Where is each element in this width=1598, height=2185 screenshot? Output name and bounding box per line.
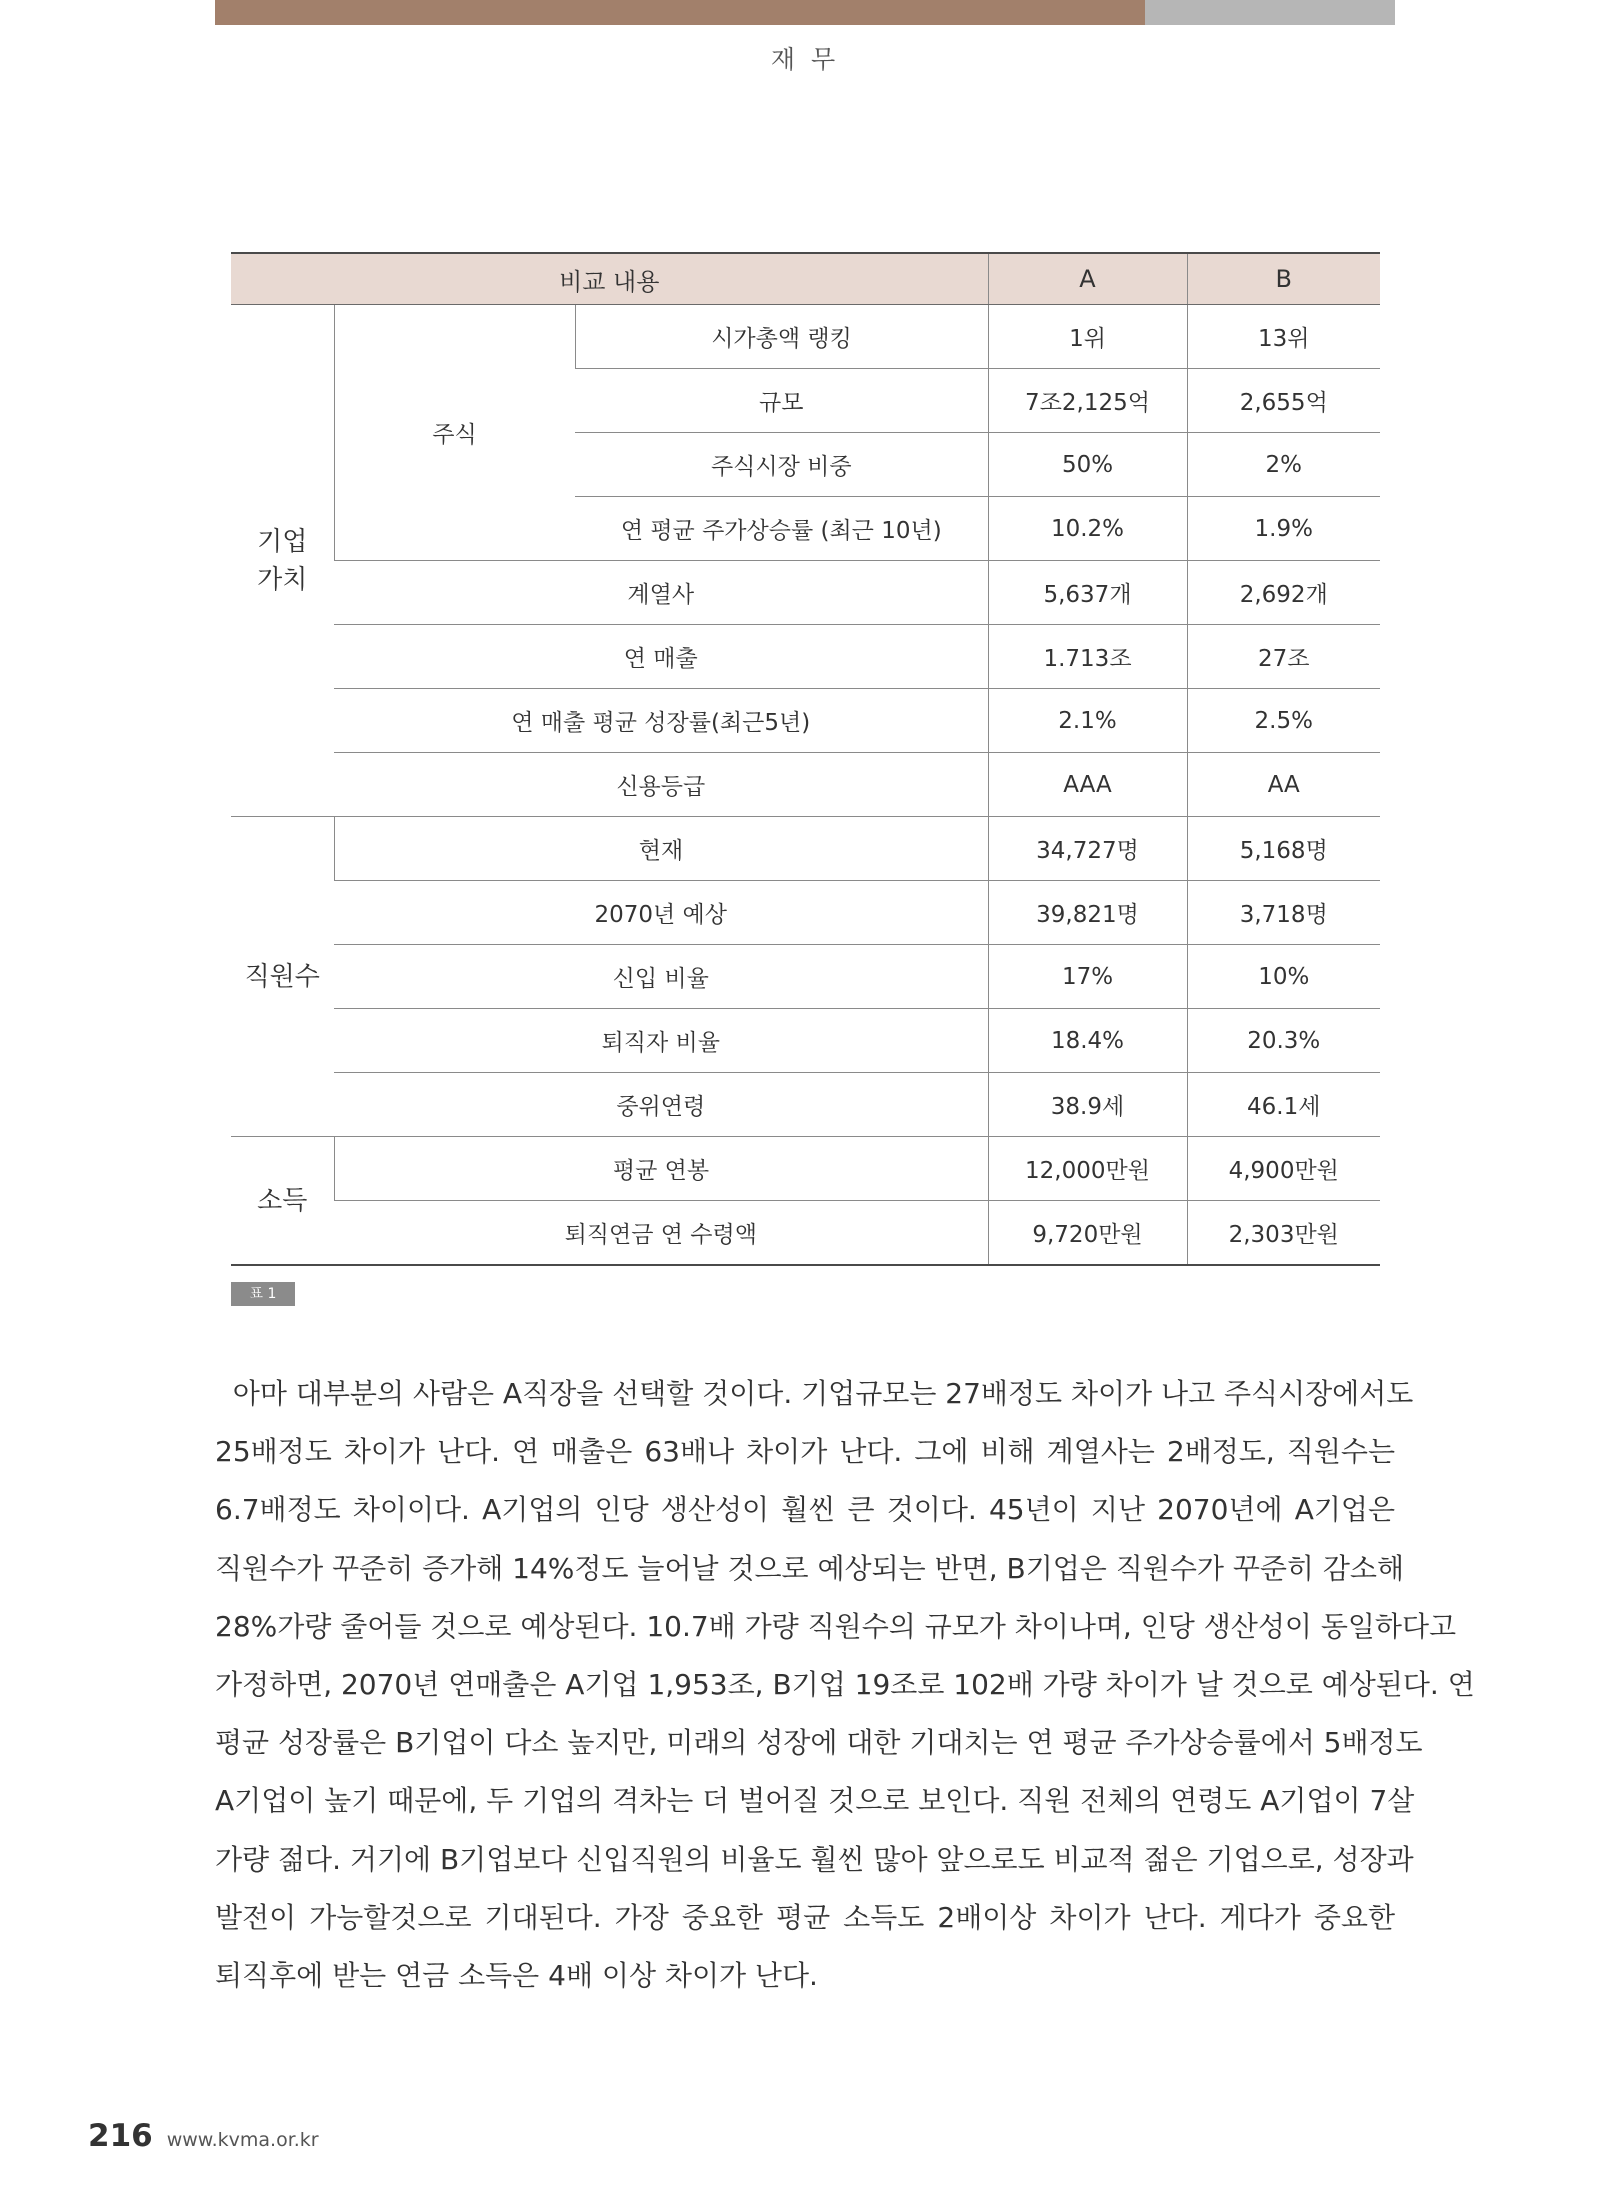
section-title: 재 무 xyxy=(770,45,840,74)
row-value-b: 13위 xyxy=(1187,305,1380,369)
table-row xyxy=(231,1009,1380,1073)
table-header-row xyxy=(231,253,1380,305)
header-bar-gray-segment xyxy=(1145,0,1395,25)
row-value-a: 38.9세 xyxy=(988,1073,1187,1137)
row-value-b: 2,692개 xyxy=(1187,561,1380,625)
table-row xyxy=(231,689,1380,753)
row-label: 계열사 xyxy=(334,561,988,625)
row-value-b: 5,168명 xyxy=(1187,817,1380,881)
paragraph-line: 25배정도 차이가 난다. 연 매출은 63배나 차이가 난다. 그에 비해 계열사는 2배정도, 직원수는 xyxy=(215,1435,1395,1469)
row-label: 규모 xyxy=(575,369,988,433)
row-label: 퇴직연금 연 수령액 xyxy=(334,1201,988,1266)
row-value-a: 50% xyxy=(988,433,1187,497)
row-label: 퇴직자 비율 xyxy=(334,1009,988,1073)
group-stock: 주식 xyxy=(334,305,575,561)
table-row xyxy=(231,305,1380,369)
comparison-table xyxy=(231,252,1380,1266)
table-row xyxy=(231,1201,1380,1266)
row-value-a: 34,727명 xyxy=(988,817,1187,881)
body-paragraph xyxy=(215,1365,1475,2005)
page-number: 216 xyxy=(88,2118,153,2154)
row-label: 주식시장 비중 xyxy=(575,433,988,497)
header-b: B xyxy=(1187,253,1380,305)
row-value-b: 46.1세 xyxy=(1187,1073,1380,1137)
group-corp-value xyxy=(231,305,334,817)
row-label: 연 평균 주가상승률 (최근 10년) xyxy=(575,497,988,561)
row-label: 중위연령 xyxy=(334,1073,988,1137)
row-value-b: 10% xyxy=(1187,945,1380,1009)
row-value-a: 18.4% xyxy=(988,1009,1187,1073)
table-caption-tag: 표 1 xyxy=(231,1282,295,1306)
header-comparison: 비교 내용 xyxy=(231,253,988,305)
table-row xyxy=(231,753,1380,817)
row-label: 신용등급 xyxy=(334,753,988,817)
row-value-a: 39,821명 xyxy=(988,881,1187,945)
row-value-a: 1.713조 xyxy=(988,625,1187,689)
header-color-bar xyxy=(215,0,1395,25)
row-value-b: 3,718명 xyxy=(1187,881,1380,945)
paragraph-line: 평균 성장률은 B기업이 다소 높지만, 미래의 성장에 대한 기대치는 연 평균 주가상승률에서 5배정도 xyxy=(215,1726,1423,1760)
row-value-b: 27조 xyxy=(1187,625,1380,689)
paragraph-line: A기업이 높기 때문에, 두 기업의 격차는 더 벌어질 것으로 보인다. 직원 전체의 연령도 A기업이 7살 xyxy=(215,1784,1415,1818)
paragraph-line: 28%가량 줄어들 것으로 예상된다. 10.7배 가량 직원수의 규모가 차이나며, 인당 생산성이 동일하다고 xyxy=(215,1609,1457,1643)
paragraph-line: 직원수가 꾸준히 증가해 14%정도 늘어날 것으로 예상되는 반면, B기업은 직원수가 꾸준히 감소해 xyxy=(215,1551,1405,1585)
row-label: 연 매출 평균 성장률(최근5년) xyxy=(334,689,988,753)
paragraph-line: 아마 대부분의 사람은 A직장을 선택할 것이다. 기업규모는 27배정도 차이가 나고 주식시장에서도 xyxy=(215,1377,1414,1410)
row-label: 현재 xyxy=(334,817,988,881)
group-corp-value-label: 기업 가치 xyxy=(257,526,308,595)
row-value-b: 1.9% xyxy=(1187,497,1380,561)
row-value-b: 4,900만원 xyxy=(1187,1137,1380,1201)
group-income: 소득 xyxy=(231,1137,334,1266)
paragraph-line: 가량 젊다. 거기에 B기업보다 신입직원의 비율도 훨씬 많아 앞으로도 비교적 젊은 기업으로, 성장과 xyxy=(215,1842,1414,1876)
header-a: A xyxy=(988,253,1187,305)
table-row xyxy=(231,817,1380,881)
row-label: 2070년 예상 xyxy=(334,881,988,945)
paragraph-line: 가정하면, 2070년 연매출은 A기업 1,953조, B기업 19조로 102배 가량 차이가 날 것으로 예상된다. 연 xyxy=(215,1668,1475,1702)
row-label: 신입 비율 xyxy=(334,945,988,1009)
row-value-b: 2.5% xyxy=(1187,689,1380,753)
row-value-a: 10.2% xyxy=(988,497,1187,561)
row-value-a: AAA xyxy=(988,753,1187,817)
table-row xyxy=(231,1137,1380,1201)
row-value-b: 2,655억 xyxy=(1187,369,1380,433)
paragraph-line: 퇴직후에 받는 연금 소득은 4배 이상 차이가 난다. xyxy=(215,1959,818,1993)
row-value-b: 20.3% xyxy=(1187,1009,1380,1073)
row-label: 평균 연봉 xyxy=(334,1137,988,1201)
table-row xyxy=(231,561,1380,625)
row-value-a: 9,720만원 xyxy=(988,1201,1187,1266)
row-value-b: 2% xyxy=(1187,433,1380,497)
table-row xyxy=(231,945,1380,1009)
page-footer xyxy=(88,2118,319,2154)
site-url: www.kvma.or.kr xyxy=(166,2129,319,2151)
row-value-a: 7조2,125억 xyxy=(988,369,1187,433)
row-value-a: 5,637개 xyxy=(988,561,1187,625)
table-row xyxy=(231,881,1380,945)
row-value-a: 12,000만원 xyxy=(988,1137,1187,1201)
group-employees: 직원수 xyxy=(231,817,334,1137)
row-value-b: 2,303만원 xyxy=(1187,1201,1380,1266)
paragraph-line: 발전이 가능할것으로 기대된다. 가장 중요한 평균 소득도 2배이상 차이가 난다. 게다가 중요한 xyxy=(215,1900,1395,1934)
row-label: 시가총액 랭킹 xyxy=(575,305,988,369)
row-value-a: 1위 xyxy=(988,305,1187,369)
row-label: 연 매출 xyxy=(334,625,988,689)
table-row xyxy=(231,1073,1380,1137)
row-value-a: 17% xyxy=(988,945,1187,1009)
row-value-a: 2.1% xyxy=(988,689,1187,753)
table-row xyxy=(231,625,1380,689)
paragraph-line: 6.7배정도 차이이다. A기업의 인당 생산성이 훨씬 큰 것이다. 45년이 지난 2070년에 A기업은 xyxy=(215,1493,1395,1527)
header-bar-brown-segment xyxy=(215,0,1145,25)
row-value-b: AA xyxy=(1187,753,1380,817)
